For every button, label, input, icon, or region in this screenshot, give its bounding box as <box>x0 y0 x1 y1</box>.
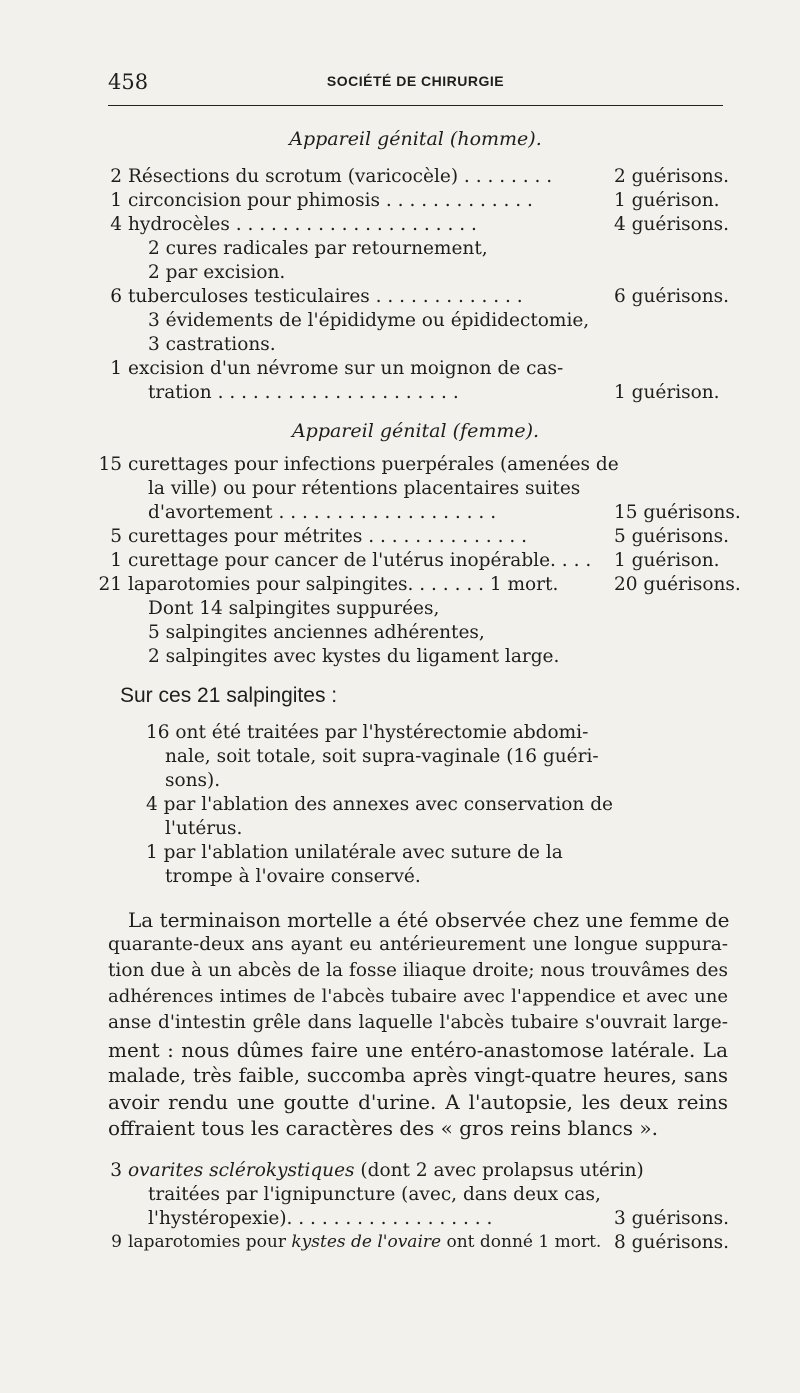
paragraph-line: avoir rendu une goutte d'urine. A l'autopsie, les deux reins <box>108 1090 728 1114</box>
list-subitem: 3 évidements de l'épididyme ou épididectomie, <box>148 310 590 331</box>
list-subitem: la ville) ou pour rétentions placentaires suites <box>148 478 581 499</box>
paragraph-line: malade, très faible, succomba après vingt-quatre heures, sans <box>108 1064 728 1087</box>
list-item: 1 circoncision pour phimosis . . . . . . . . . . . . . <box>110 190 533 211</box>
list-result: 5 guérisons. <box>614 526 730 547</box>
paragraph-line: anse d'intestin grêle dans laquelle l'abcès tubaire s'ouvrait large- <box>108 1012 728 1033</box>
list-item: 21 laparotomies pour salpingites. . . . . . . 1 mort. <box>98 574 559 595</box>
list-subitem: 2 salpingites avec kystes du ligament large. <box>148 646 560 667</box>
list-subitem: sons). <box>165 770 221 791</box>
paragraph-line: La terminaison mortelle a été observée chez une femme de <box>128 908 730 932</box>
list-item: 2 Résections du scrotum (varicocèle) . . . . . . . . <box>110 166 553 187</box>
list-subitem: 2 cures radicales par retournement, <box>148 238 488 259</box>
list-subitem: 3 castrations. <box>148 334 276 355</box>
list-subitem: 2 par excision. <box>148 262 286 283</box>
list-subitem: d'avortement . . . . . . . . . . . . . . . . . . . <box>148 502 497 523</box>
list-subitem: l'utérus. <box>165 818 243 839</box>
paragraph-line: offraient tous les caractères des « gros reins blancs ». <box>108 1116 658 1140</box>
paragraph-line: adhérences intimes de l'abcès tubaire avec l'appendice et avec une <box>108 986 728 1007</box>
list-result: 2 guérisons. <box>614 166 730 187</box>
section-title-male: Appareil génital (homme). <box>289 128 542 150</box>
header-rule <box>108 105 723 106</box>
list-item: 15 curettages pour infections puerpérales (amenées de <box>98 454 619 475</box>
list-subitem: nale, soit totale, soit supra-vaginale (16 guéri- <box>165 746 599 767</box>
page-header <box>108 70 723 96</box>
paragraph-line: tion due à un abcès de la fosse iliaque droite; nous trouvâmes des <box>108 960 728 981</box>
list-subitem: tration . . . . . . . . . . . . . . . . . . . . . <box>148 382 459 403</box>
section-title-female: Appareil génital (femme). <box>291 420 540 442</box>
page-number: 458 <box>108 70 149 94</box>
list-subitem: 5 salpingites anciennes adhérentes, <box>148 622 485 643</box>
list-item: 4 par l'ablation des annexes avec conservation de <box>146 794 614 815</box>
paragraph-line: quarante-deux ans ayant eu antérieurement une longue suppura- <box>108 934 728 955</box>
list-result: 6 guérisons. <box>614 286 730 307</box>
paragraph-line: ment : nous dûmes faire une entéro-anastomose latérale. La <box>108 1038 728 1062</box>
list-result: 3 guérisons. <box>614 1208 730 1229</box>
list-item: 4 hydrocèles . . . . . . . . . . . . . . . . . . . . . <box>110 214 477 235</box>
list-item: 9 laparotomies pour kystes de l'ovaire ont donné 1 mort. <box>111 1232 602 1252</box>
list-result: 1 guérison. <box>614 382 720 403</box>
list-item: 5 curettages pour métrites . . . . . . . . . . . . . . <box>110 526 527 547</box>
running-head: SOCIÉTÉ DE CHIRURGIE <box>326 73 505 89</box>
list-result: 20 guérisons. <box>614 574 741 595</box>
list-subitem: trompe à l'ovaire conservé. <box>165 866 421 887</box>
list-item: 6 tuberculoses testiculaires . . . . . . . . . . . . . <box>110 286 523 307</box>
list-item: 1 par l'ablation unilatérale avec suture de la <box>146 842 563 863</box>
list-result: 1 guérison. <box>614 550 720 571</box>
subsection-title: Sur ces 21 salpingites : <box>120 684 338 707</box>
list-subitem: l'hystéropexie). . . . . . . . . . . . . . . . . . <box>148 1208 493 1229</box>
list-item: 1 excision d'un névrome sur un moignon de cas- <box>110 358 564 379</box>
list-item: 1 curettage pour cancer de l'utérus inopérable. . . . <box>110 550 592 571</box>
list-subitem: Dont 14 salpingites suppurées, <box>148 598 440 619</box>
list-result: 4 guérisons. <box>614 214 730 235</box>
list-item: 16 ont été traitées par l'hystérectomie abdomi- <box>146 722 589 743</box>
list-result: 8 guérisons. <box>614 1232 730 1253</box>
list-result: 15 guérisons. <box>614 502 741 523</box>
list-subitem: traitées par l'ignipuncture (avec, dans deux cas, <box>148 1184 601 1205</box>
list-result: 1 guérison. <box>614 190 720 211</box>
list-item: 3 ovarites sclérokystiques (dont 2 avec prolapsus utérin) <box>110 1160 644 1181</box>
